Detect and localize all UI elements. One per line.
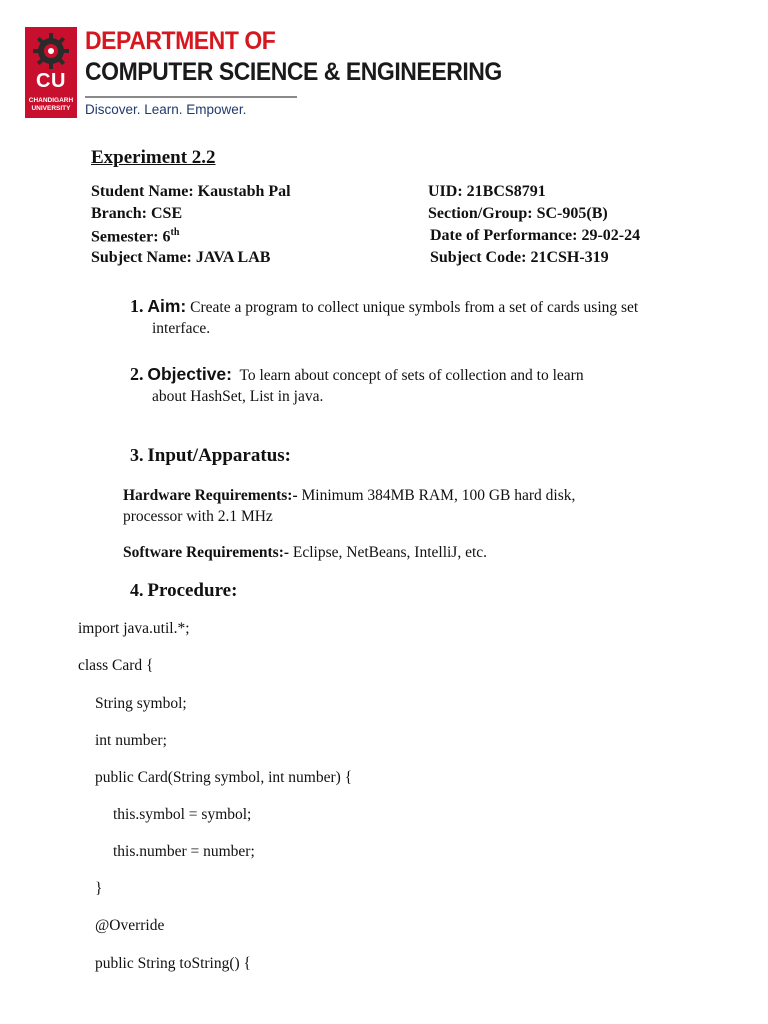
code-line: } (95, 880, 103, 897)
code-line: public Card(String symbol, int number) { (95, 769, 353, 786)
code-line: this.number = number; (113, 843, 255, 860)
branch: Branch: CSE (91, 205, 183, 222)
software-label: Software Requirements:- (123, 544, 290, 561)
aim-number: 1. (130, 296, 144, 316)
department-title-line1: DEPARTMENT OF (85, 27, 276, 55)
semester-label: Semester: 6 (91, 228, 171, 246)
aim-section (130, 296, 638, 339)
code-line: @Override (95, 917, 165, 934)
student-name: Student Name: Kaustabh Pal (91, 183, 291, 200)
section-group: Section/Group: SC-905(B) (428, 205, 608, 222)
uid: UID: 21BCS8791 (428, 183, 546, 200)
aim-text-line2: interface. (152, 320, 211, 337)
date-of-performance: Date of Performance: 29-02-24 (430, 227, 641, 244)
objective-text-line1: To learn about concept of sets of collection and to learn (239, 367, 584, 384)
objective-text-line2: about HashSet, List in java. (152, 388, 324, 405)
procedure-section (130, 580, 237, 602)
aim-heading: Aim: (147, 296, 187, 316)
objective-number: 2. (130, 364, 144, 384)
software-requirements (123, 542, 487, 563)
tagline: Discover. Learn. Empower. (85, 102, 247, 117)
input-heading: Input/Apparatus: (147, 445, 291, 466)
subject-name: Subject Name: JAVA LAB (91, 249, 271, 266)
experiment-title: Experiment 2.2 (91, 147, 216, 168)
logo-subtext: CHANDIGARH UNIVERSITY (28, 97, 74, 112)
hardware-text-line1: Minimum 384MB RAM, 100 GB hard disk, (301, 487, 576, 504)
hardware-text-line2: processor with 2.1 MHz (123, 508, 273, 525)
gear-emblem-icon (31, 31, 71, 71)
code-line: String symbol; (95, 695, 187, 712)
subject-code: Subject Code: 21CSH-319 (430, 249, 609, 266)
input-number: 3. (130, 445, 144, 465)
procedure-heading: Procedure: (147, 580, 238, 601)
software-text: Eclipse, NetBeans, IntelliJ, etc. (292, 544, 488, 561)
aim-text-line1: Create a program to collect unique symbols from a set of cards using set (190, 299, 639, 316)
objective-section (130, 364, 584, 407)
input-section (130, 445, 291, 467)
code-line: import java.util.*; (78, 620, 190, 637)
semester (91, 227, 179, 246)
hardware-label: Hardware Requirements:- (123, 487, 298, 504)
code-line: this.symbol = symbol; (113, 806, 252, 823)
hardware-requirements (123, 485, 663, 527)
logo-text: CU (36, 70, 66, 92)
semester-suffix: th (170, 227, 180, 238)
code-line: public String toString() { (95, 955, 251, 972)
header-divider (85, 96, 297, 98)
code-line: class Card { (78, 657, 154, 674)
department-title-line2: COMPUTER SCIENCE & ENGINEERING (85, 58, 502, 86)
department-header (25, 27, 525, 119)
procedure-number: 4. (130, 580, 144, 600)
objective-heading: Objective: (147, 364, 232, 384)
code-line: int number; (95, 732, 167, 749)
university-logo (25, 27, 77, 118)
